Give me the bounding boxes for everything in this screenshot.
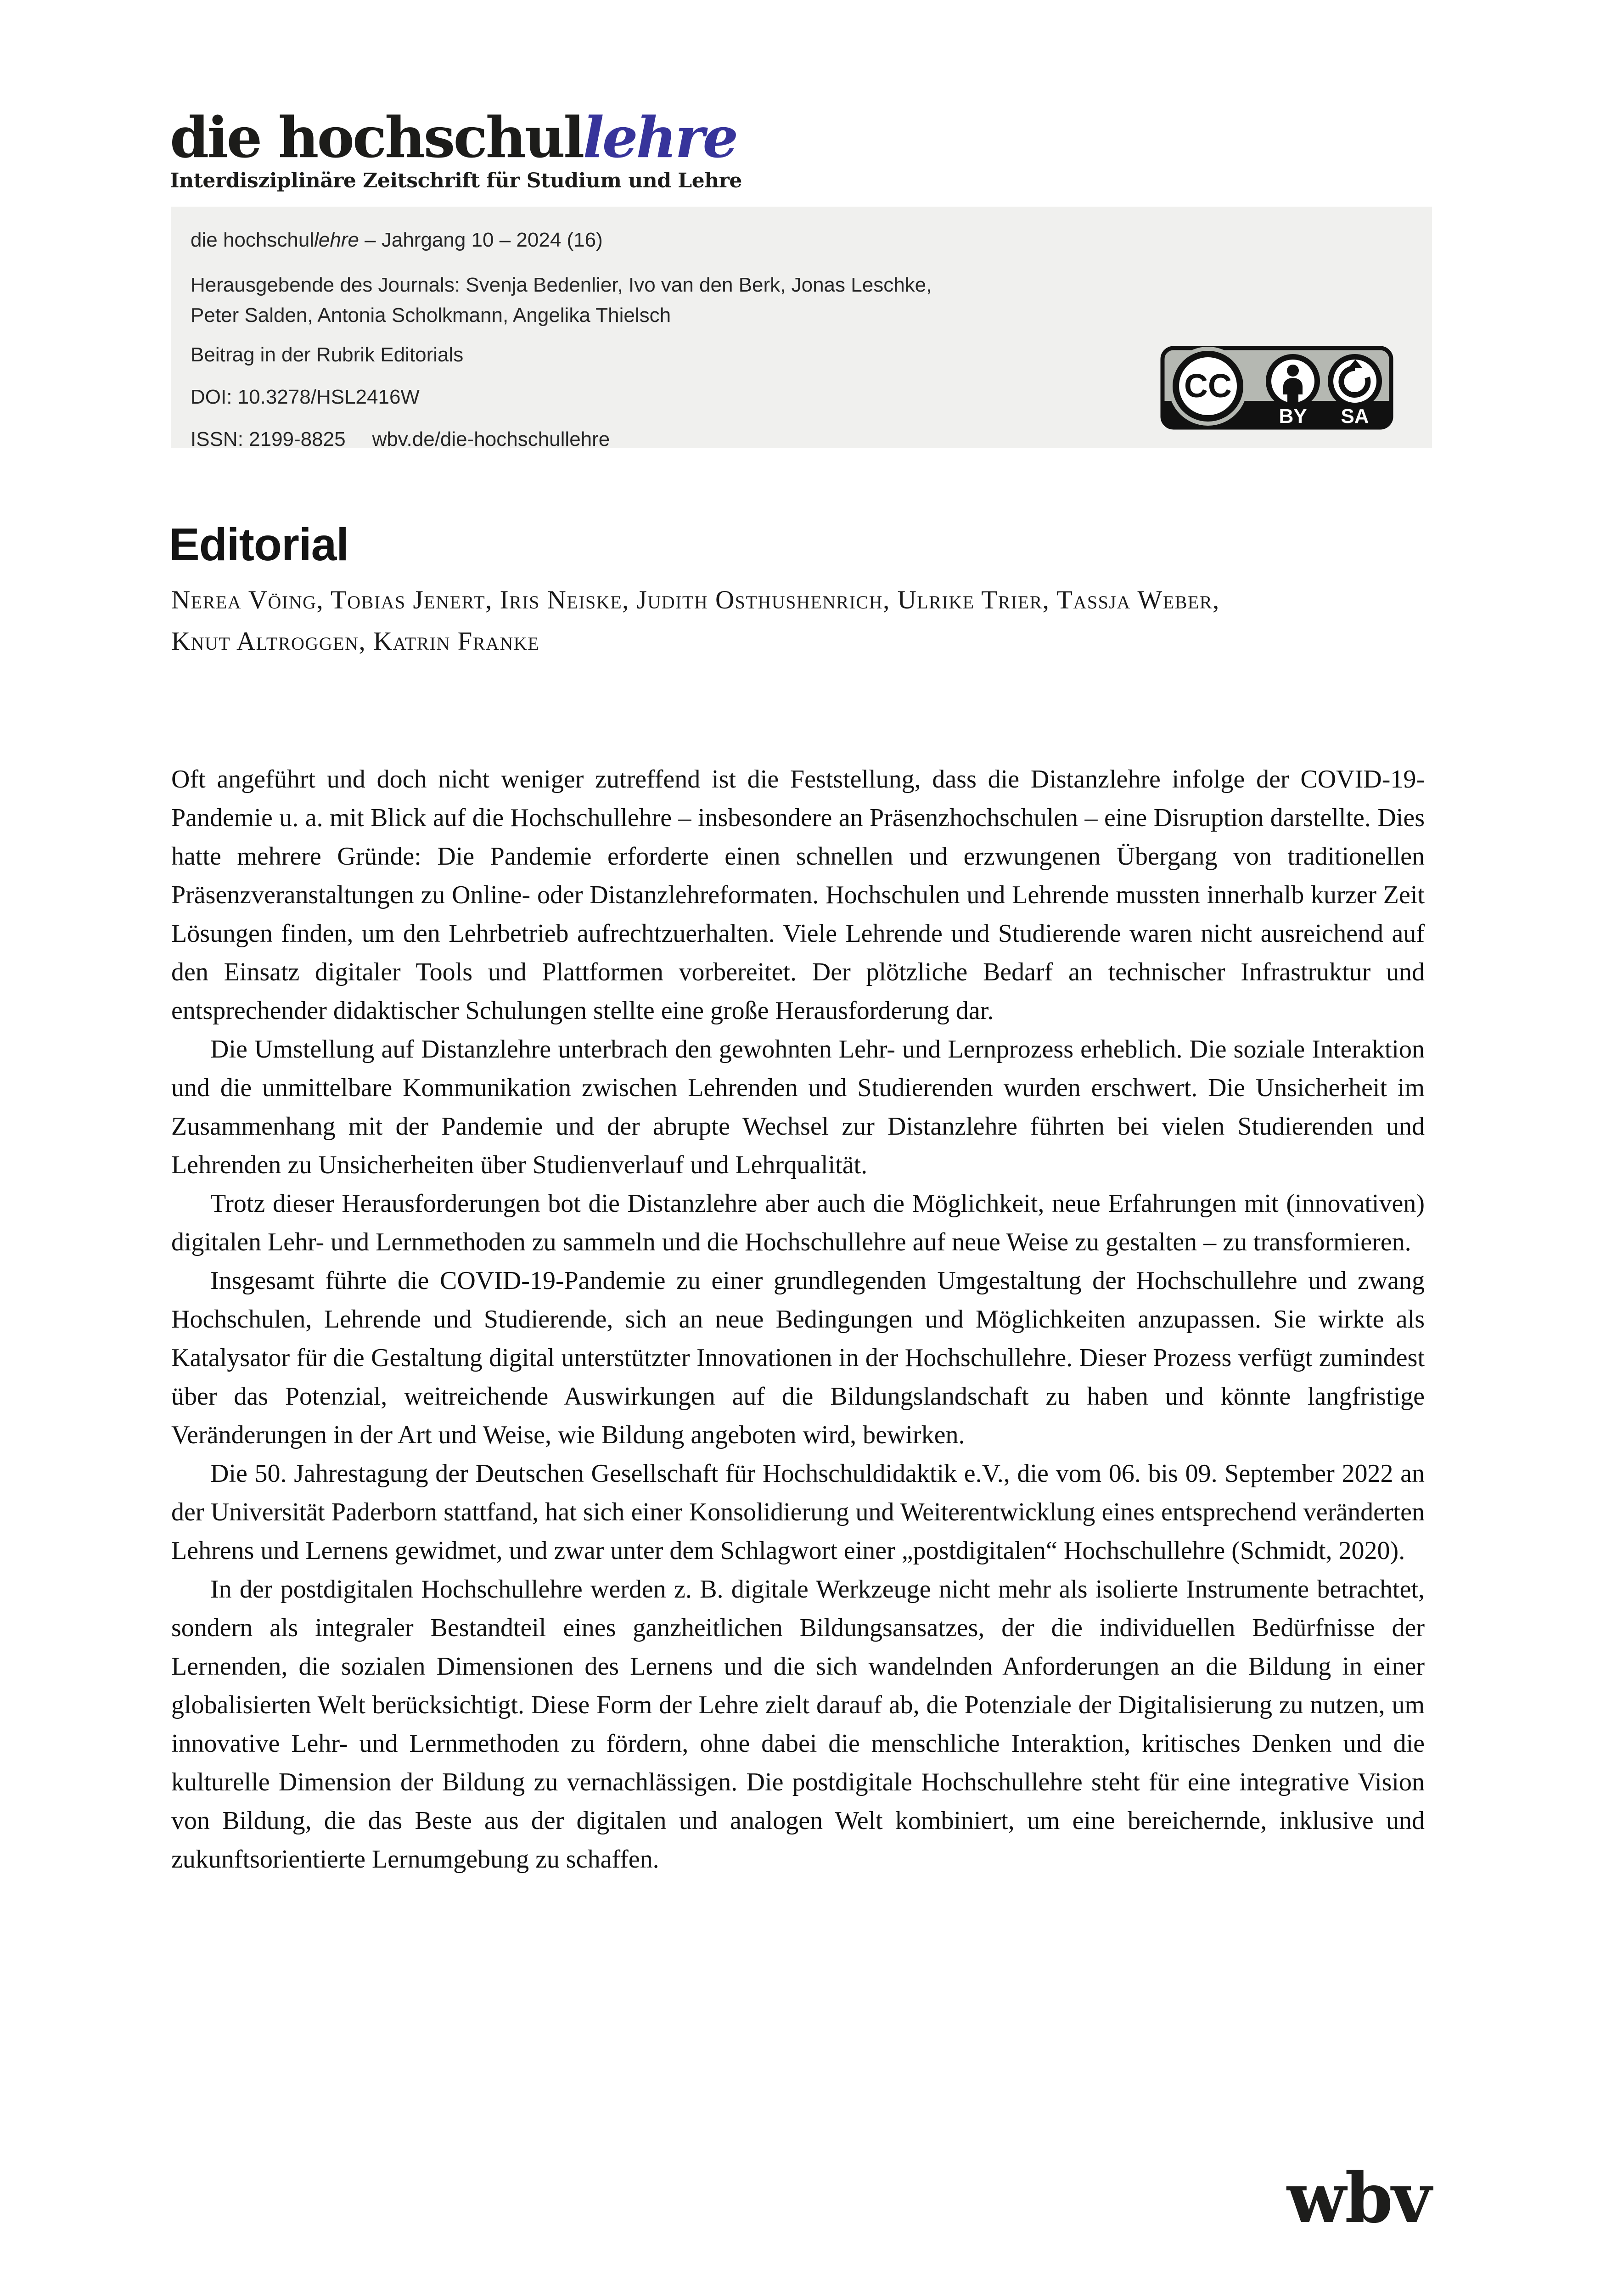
author-line-2: Knut Altroggen, Katrin Franke	[171, 627, 540, 656]
editors-line-2: Peter Salden, Antonia Scholkmann, Angelika Thielsch	[191, 304, 671, 326]
masthead	[170, 104, 742, 192]
paragraph-1: Oft angeführt und doch nicht weniger zutreffend ist die Feststellung, dass die Distanzlehre infolge der COVID-19-Pandemie u. a. mit Blick auf die Hochschullehre – insbesondere an Präsenzhochschulen – eine Disruption darstellte. Dies hatte mehrere Gründe: Die Pandemie erforderte einen schnellen und erzwungenen Übergang von traditionellen Präsenzveranstaltungen zu Online- oder Distanzlehreformaten. Hochschulen und Lehrende mussten innerhalb kurzer Zeit Lösungen finden, um den Lehrbetrieb aufrechtzuerhalten. Viele Lehrende und Studierende waren nicht ausreichend auf den Einsatz digitaler Tools und Plattformen vorbereitet. Der plötzliche Bedarf an technischer Infrastruktur und entsprechender didaktischer Schulungen stellte eine große Herausforderung dar.	[171, 765, 1425, 1025]
journal-logo	[170, 104, 742, 170]
editors-line	[191, 270, 1432, 331]
issue-line	[191, 228, 1432, 253]
paragraph-6: In der postdigitalen Hochschullehre werden z. B. digitale Werkzeuge nicht mehr als isolierte Instrumente betrachtet, sondern als integraler Bestandteil eines ganzheitlichen Bildungsansatzes, der die individuellen Bedürfnisse der Lernenden, die sozialen Dimensionen des Lernens und die sich wandelnden Anforderungen an die Bildung in einer globalisierten Welt berücksichtigt. Diese Form der Lehre zielt darauf ab, die Potenziale der Digitalisierung zu nutzen, um innovative Lehr- und Lernmethoden zu fördern, ohne dabei die menschliche Interaktion, kritisches Denken und die kulturelle Dimension der Bildung zu vernachlässigen. Die postdigitale Hochschullehre steht für eine integrative Vision von Bildung, die das Beste aus der digitalen und analogen Welt kombiniert, um eine bereichernde, inklusive und zukunftsorientierte Lernumgebung zu schaffen.	[171, 1575, 1425, 1874]
paragraph-3: Trotz dieser Herausforderungen bot die Distanzlehre aber auch die Möglichkeit, neue Erfahrungen mit (innovativen) digitalen Lehr- und Lernmethoden zu sammeln und die Hochschullehre auf neue Weise zu gestalten – zu transformieren.	[171, 1189, 1425, 1256]
paragraph-4: Insgesamt führte die COVID-19-Pandemie zu einer grundlegenden Umgestaltung der Hochschullehre und zwang Hochschulen, Lehrende und Studierende, sich an neue Bedingungen und Möglichkeiten anzupassen. Sie wirkte als Katalysator für die Gestaltung digital unterstützter Innovationen in der Hochschullehre. Dieser Prozess verfügt zumindest über das Potenzial, weitreichende Auswirkungen auf die Bildungslandschaft zu haben und könnte langfristige Veränderungen in der Art und Weise, wie Bildung angeboten wird, bewirken.	[171, 1266, 1425, 1449]
issn-line	[191, 427, 1432, 452]
author-list	[171, 580, 1438, 662]
issue-journal-name-italic: lehre	[314, 229, 359, 251]
paragraph-5: Die 50. Jahrestagung der Deutschen Gesellschaft für Hochschuldidaktik e.V., die vom 06. bis 09. September 2022 an der Universität Paderborn stattfand, hat sich einer Konsolidierung und Weiterentwicklung eines entsprechend veränderten Lehrens und Lernens gewidmet, und zwar unter dem Schlagwort einer „postdigitalen“ Hochschullehre (Schmidt, 2020).	[171, 1459, 1425, 1565]
license-label-by: BY	[1279, 405, 1307, 428]
editors-line-1: Herausgebende des Journals: Svenja Bedenlier, Ivo van den Berk, Jonas Leschke,	[191, 274, 932, 296]
cc-by-sa-icon	[1160, 346, 1393, 430]
publisher-wbv-logo: wbv	[1287, 2158, 1431, 2239]
page-title: Editorial	[169, 519, 349, 570]
doi-line: DOI: 10.3278/HSL2416W	[191, 386, 420, 408]
issue-journal-name: die hochschul	[191, 229, 314, 251]
journal-logo-black: die hochschul	[170, 104, 583, 170]
rubric-line: Beitrag in der Rubrik Editorials	[191, 343, 464, 366]
issn-value: ISSN: 2199-8825	[191, 428, 346, 450]
paragraph-2: Die Umstellung auf Distanzlehre unterbrach den gewohnten Lehr- und Lernprozess erheblich. Die soziale Interaktion und die unmittelbare Kommunikation zwischen Lehrenden und Studierenden wurden erschwert. Die Unsicherheit im Zusammenhang mit der Pandemie und der abrupte Wechsel zur Distanzlehre führten bei vielen Studierenden und Lehrenden zu Unsicherheiten über Studienverlauf und Lehrqualität.	[171, 1035, 1425, 1179]
author-line-1: Nerea Vöing, Tobias Jenert, Iris Neiske, Judith Osthushenrich, Ulrike Trier, Tassja Weber,	[171, 585, 1220, 614]
cc-by-sa-license-badge[interactable]	[1160, 346, 1393, 430]
svg-text:CC: CC	[1184, 368, 1232, 405]
article-body	[171, 760, 1425, 1879]
journal-url-link[interactable]: wbv.de/die-hochschullehre	[372, 428, 610, 450]
journal-logo-accent: lehre	[583, 104, 737, 170]
license-label-sa: SA	[1341, 405, 1369, 428]
journal-subtitle: Interdisziplinäre Zeitschrift für Studium und Lehre	[170, 169, 742, 192]
issue-volume: – Jahrgang 10 – 2024 (16)	[359, 229, 603, 251]
